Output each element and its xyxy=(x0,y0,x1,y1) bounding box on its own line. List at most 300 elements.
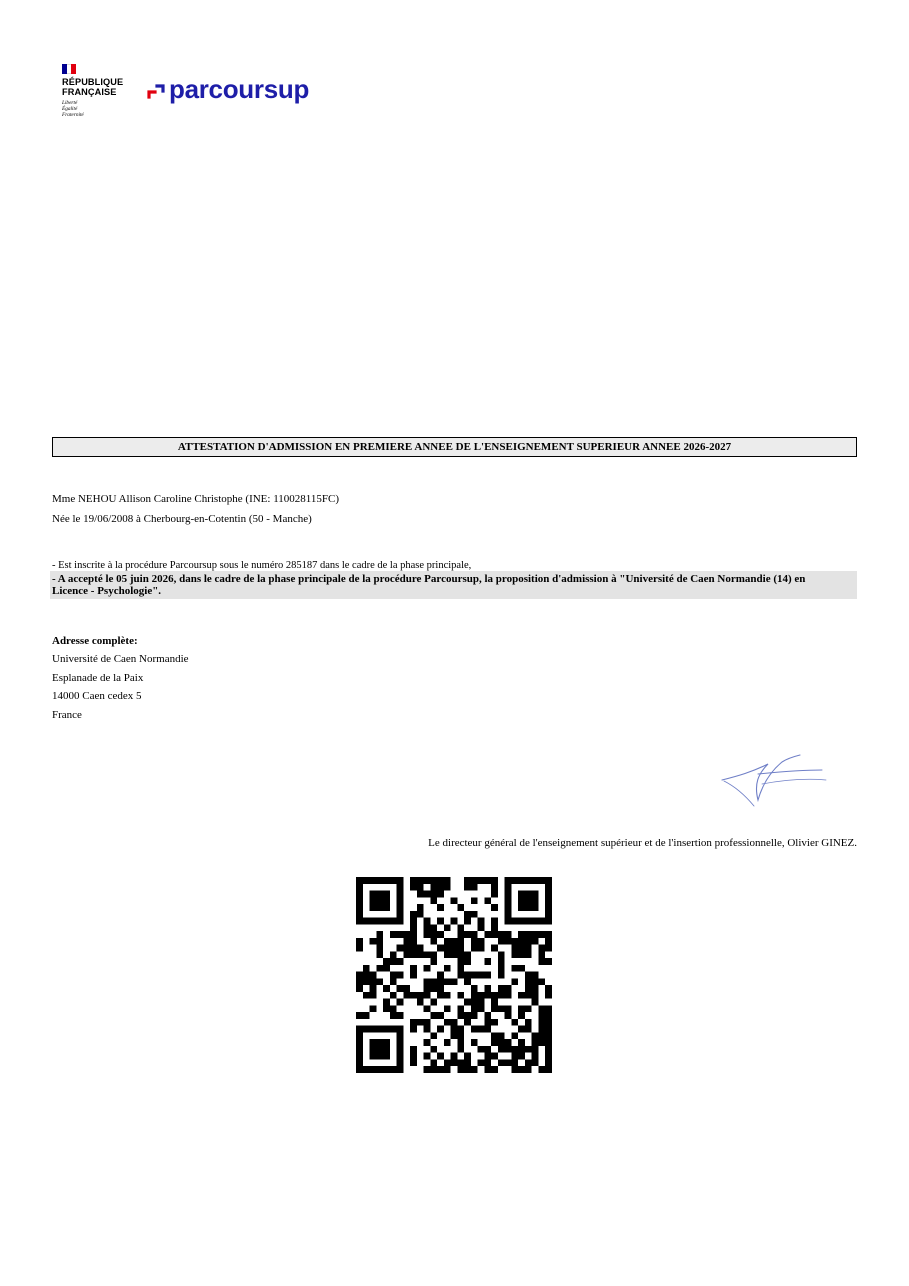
qr-module xyxy=(498,958,505,965)
qr-module xyxy=(538,1012,545,1019)
qr-module xyxy=(410,911,417,918)
qr-module xyxy=(532,972,539,979)
qr-module xyxy=(356,904,363,911)
qr-module xyxy=(424,1026,431,1033)
qr-module xyxy=(437,1012,444,1019)
qr-module xyxy=(376,965,383,972)
qr-module xyxy=(417,877,424,884)
qr-module xyxy=(410,918,417,925)
qr-module xyxy=(356,884,363,891)
qr-module xyxy=(505,1012,512,1019)
qr-module xyxy=(471,972,478,979)
qr-module xyxy=(498,965,505,972)
qr-module xyxy=(424,1066,431,1073)
qr-module xyxy=(430,1066,437,1073)
qr-module xyxy=(464,1012,471,1019)
qr-module xyxy=(424,985,431,992)
qr-module xyxy=(498,1039,505,1046)
qr-module xyxy=(451,938,458,945)
qr-module xyxy=(498,1005,505,1012)
qr-module xyxy=(545,1039,552,1046)
qr-module xyxy=(491,1019,498,1026)
qr-module xyxy=(511,1046,518,1053)
qr-module xyxy=(545,1032,552,1039)
qr-module xyxy=(390,951,397,958)
qr-module xyxy=(356,1046,363,1053)
qr-module xyxy=(437,972,444,979)
qr-module xyxy=(518,1012,525,1019)
qr-module xyxy=(363,877,370,884)
qr-module xyxy=(397,1059,404,1066)
qr-module xyxy=(484,931,491,938)
qr-module xyxy=(545,992,552,999)
qr-module xyxy=(478,945,485,952)
qr-module xyxy=(424,965,431,972)
qr-module xyxy=(532,985,539,992)
qr-module xyxy=(356,1032,363,1039)
qr-module xyxy=(383,1066,390,1073)
qr-module xyxy=(363,1026,370,1033)
qr-module xyxy=(356,1026,363,1033)
qr-module xyxy=(363,918,370,925)
qr-module xyxy=(356,1012,363,1019)
qr-module xyxy=(444,1019,451,1026)
qr-module xyxy=(545,897,552,904)
qr-module xyxy=(397,1053,404,1060)
qr-module xyxy=(424,951,431,958)
qr-module xyxy=(505,1039,512,1046)
qr-module xyxy=(383,1005,390,1012)
qr-module xyxy=(498,1046,505,1053)
qr-module xyxy=(403,945,410,952)
qr-module xyxy=(518,1053,525,1060)
qr-module xyxy=(403,992,410,999)
qr-module xyxy=(444,877,451,884)
parcoursup-mark-icon xyxy=(146,78,168,100)
qr-module xyxy=(356,1059,363,1066)
qr-module xyxy=(430,1059,437,1066)
qr-module xyxy=(437,877,444,884)
qr-module xyxy=(363,978,370,985)
qr-module xyxy=(397,911,404,918)
qr-module xyxy=(484,1059,491,1066)
qr-module xyxy=(424,992,431,999)
acceptance-line: - A accepté le 05 juin 2026, dans le cadre de la phase principale de la procédure Parcoursup, la proposition d'admission à "Université de Caen Normandie (14) en Licence - Psychologie". xyxy=(52,573,806,597)
qr-module xyxy=(457,938,464,945)
qr-module xyxy=(430,1046,437,1053)
qr-module xyxy=(505,1005,512,1012)
republique-line-2: FRANÇAISE xyxy=(62,87,117,97)
qr-module xyxy=(457,1039,464,1046)
qr-module xyxy=(430,951,437,958)
qr-module xyxy=(390,918,397,925)
qr-module xyxy=(430,897,437,904)
qr-module xyxy=(397,1032,404,1039)
qr-module xyxy=(538,931,545,938)
qr-module xyxy=(430,931,437,938)
qr-module xyxy=(471,1039,478,1046)
qr-module xyxy=(451,978,458,985)
republique-line-1: RÉPUBLIQUE xyxy=(62,77,124,87)
qr-module xyxy=(491,1053,498,1060)
qr-module xyxy=(511,945,518,952)
qr-module xyxy=(437,945,444,952)
qr-module xyxy=(403,938,410,945)
qr-module xyxy=(383,965,390,972)
qr-module xyxy=(498,1059,505,1066)
qr-module xyxy=(471,1066,478,1073)
qr-module xyxy=(484,1066,491,1073)
qr-module xyxy=(390,1066,397,1073)
qr-module xyxy=(505,938,512,945)
qr-module xyxy=(545,877,552,884)
qr-module xyxy=(518,938,525,945)
qr-module xyxy=(457,1059,464,1066)
qr-module xyxy=(430,1032,437,1039)
qr-module xyxy=(457,945,464,952)
qr-module xyxy=(457,951,464,958)
qr-module xyxy=(464,972,471,979)
qr-module xyxy=(511,938,518,945)
qr-module xyxy=(505,918,512,925)
qr-module xyxy=(484,1026,491,1033)
qr-module xyxy=(457,924,464,931)
qr-module xyxy=(505,897,512,904)
qr-module xyxy=(417,1019,424,1026)
qr-module xyxy=(484,1019,491,1026)
qr-module xyxy=(484,877,491,884)
qr-module xyxy=(397,945,404,952)
qr-module xyxy=(471,1012,478,1019)
candidate-identity: Mme NEHOU Allison Caroline Christophe (INE: 110028115FC) xyxy=(52,493,339,505)
qr-module xyxy=(430,884,437,891)
qr-module xyxy=(532,931,539,938)
qr-module xyxy=(505,992,512,999)
qr-module xyxy=(525,938,532,945)
qr-module xyxy=(491,992,498,999)
qr-module xyxy=(491,924,498,931)
qr-module xyxy=(511,1032,518,1039)
qr-module xyxy=(390,931,397,938)
qr-module xyxy=(505,884,512,891)
qr-module xyxy=(424,918,431,925)
qr-module xyxy=(370,1066,377,1073)
qr-module xyxy=(417,884,424,891)
qr-module xyxy=(491,884,498,891)
qr-module xyxy=(410,877,417,884)
qr-module xyxy=(538,877,545,884)
qr-module xyxy=(451,1059,458,1066)
qr-module xyxy=(403,951,410,958)
qr-module xyxy=(370,985,377,992)
qr-module xyxy=(437,1026,444,1033)
qr-module xyxy=(525,931,532,938)
qr-module xyxy=(430,877,437,884)
qr-module xyxy=(538,978,545,985)
qr-module xyxy=(356,918,363,925)
qr-module xyxy=(444,1066,451,1073)
qr-module xyxy=(471,992,478,999)
qr-module xyxy=(525,992,532,999)
qr-module xyxy=(505,931,512,938)
qr-module xyxy=(383,891,390,898)
qr-module xyxy=(356,891,363,898)
qr-module xyxy=(525,972,532,979)
qr-module xyxy=(457,1046,464,1053)
qr-module xyxy=(511,918,518,925)
qr-module xyxy=(424,931,431,938)
qr-module xyxy=(370,972,377,979)
qr-module xyxy=(397,884,404,891)
qr-module xyxy=(464,931,471,938)
qr-module xyxy=(437,904,444,911)
qr-module xyxy=(390,972,397,979)
qr-module xyxy=(525,891,532,898)
qr-module xyxy=(397,1066,404,1073)
qr-module xyxy=(457,1066,464,1073)
qr-module xyxy=(484,958,491,965)
qr-module xyxy=(545,938,552,945)
french-flag-icon xyxy=(62,64,76,74)
qr-module xyxy=(370,1005,377,1012)
qr-module xyxy=(370,978,377,985)
qr-module xyxy=(410,972,417,979)
qr-module xyxy=(505,1059,512,1066)
qr-module xyxy=(532,992,539,999)
qr-module xyxy=(525,1066,532,1073)
qr-module xyxy=(370,1046,377,1053)
qr-module xyxy=(410,924,417,931)
qr-module xyxy=(410,965,417,972)
qr-module xyxy=(363,965,370,972)
qr-module xyxy=(545,884,552,891)
qr-module xyxy=(410,1059,417,1066)
qr-module xyxy=(491,1066,498,1073)
qr-module xyxy=(370,877,377,884)
qr-module xyxy=(451,897,458,904)
qr-module xyxy=(444,1005,451,1012)
qr-module xyxy=(532,891,539,898)
qr-module xyxy=(498,931,505,938)
qr-module xyxy=(451,1053,458,1060)
qr-module xyxy=(538,958,545,965)
qr-module xyxy=(410,1019,417,1026)
qr-module xyxy=(545,1012,552,1019)
qr-module xyxy=(356,911,363,918)
qr-module xyxy=(464,1019,471,1026)
qr-module xyxy=(511,965,518,972)
qr-module xyxy=(451,951,458,958)
qr-module xyxy=(518,1005,525,1012)
motto-liberte: Liberté xyxy=(62,100,78,106)
qr-module xyxy=(376,938,383,945)
qr-module xyxy=(518,918,525,925)
qr-module xyxy=(397,897,404,904)
qr-module xyxy=(457,1005,464,1012)
qr-module xyxy=(538,918,545,925)
qr-module xyxy=(545,1059,552,1066)
qr-module xyxy=(532,918,539,925)
qr-module xyxy=(471,945,478,952)
qr-module xyxy=(484,985,491,992)
qr-module xyxy=(383,897,390,904)
qr-module xyxy=(370,992,377,999)
qr-module xyxy=(356,1039,363,1046)
qr-code xyxy=(356,877,552,1073)
qr-module xyxy=(397,931,404,938)
qr-module xyxy=(397,999,404,1006)
qr-module xyxy=(518,1026,525,1033)
qr-module xyxy=(471,999,478,1006)
qr-module xyxy=(370,1039,377,1046)
qr-module xyxy=(390,958,397,965)
qr-module xyxy=(491,999,498,1006)
qr-module xyxy=(511,877,518,884)
qr-module xyxy=(491,904,498,911)
qr-module xyxy=(478,877,485,884)
qr-module xyxy=(390,1012,397,1019)
qr-module xyxy=(457,1026,464,1033)
qr-module xyxy=(437,891,444,898)
qr-module xyxy=(451,1026,458,1033)
qr-module xyxy=(471,1026,478,1033)
qr-module xyxy=(545,891,552,898)
qr-module xyxy=(370,1053,377,1060)
qr-module xyxy=(518,992,525,999)
republique-francaise-logo xyxy=(62,64,134,126)
qr-module xyxy=(538,1019,545,1026)
qr-module xyxy=(376,891,383,898)
qr-module xyxy=(478,1059,485,1066)
qr-module xyxy=(505,985,512,992)
qr-module xyxy=(491,877,498,884)
qr-module xyxy=(383,1026,390,1033)
qr-module xyxy=(532,1032,539,1039)
qr-module xyxy=(376,1026,383,1033)
qr-module xyxy=(444,884,451,891)
qr-module xyxy=(376,931,383,938)
qr-module xyxy=(437,992,444,999)
qr-module xyxy=(430,985,437,992)
qr-module xyxy=(370,897,377,904)
qr-module xyxy=(430,978,437,985)
qr-module xyxy=(376,1066,383,1073)
qr-module xyxy=(511,978,518,985)
qr-module xyxy=(397,877,404,884)
qr-module xyxy=(457,992,464,999)
qr-module xyxy=(410,992,417,999)
qr-module xyxy=(545,1066,552,1073)
qr-module xyxy=(525,978,532,985)
qr-module xyxy=(410,945,417,952)
qr-module xyxy=(511,1059,518,1066)
qr-module xyxy=(484,1046,491,1053)
qr-module xyxy=(505,877,512,884)
qr-module xyxy=(505,891,512,898)
qr-module xyxy=(410,1026,417,1033)
qr-module xyxy=(430,891,437,898)
qr-module xyxy=(471,1005,478,1012)
motto-fraternite: Fraternité xyxy=(62,112,84,118)
qr-module xyxy=(538,1032,545,1039)
qr-module xyxy=(478,918,485,925)
qr-module xyxy=(484,1053,491,1060)
qr-module xyxy=(430,938,437,945)
qr-module xyxy=(545,1053,552,1060)
qr-module xyxy=(451,1032,458,1039)
qr-module xyxy=(464,1053,471,1060)
qr-module xyxy=(424,1053,431,1060)
qr-module xyxy=(410,938,417,945)
qr-module xyxy=(538,951,545,958)
qr-module xyxy=(498,985,505,992)
qr-module xyxy=(390,1026,397,1033)
qr-module xyxy=(356,938,363,945)
qr-module xyxy=(525,1059,532,1066)
qr-module xyxy=(397,985,404,992)
qr-module xyxy=(505,1046,512,1053)
handwritten-signature xyxy=(718,750,828,812)
qr-module xyxy=(444,1059,451,1066)
qr-module xyxy=(471,884,478,891)
qr-module xyxy=(532,999,539,1006)
qr-module xyxy=(491,891,498,898)
qr-module xyxy=(376,897,383,904)
qr-module xyxy=(457,1032,464,1039)
qr-module xyxy=(390,978,397,985)
qr-module xyxy=(417,911,424,918)
qr-module xyxy=(478,1026,485,1033)
qr-module xyxy=(363,1066,370,1073)
qr-module xyxy=(370,938,377,945)
qr-module xyxy=(397,972,404,979)
qr-module xyxy=(383,1046,390,1053)
qr-module xyxy=(545,931,552,938)
qr-module xyxy=(376,1053,383,1060)
address-heading: Adresse complète: xyxy=(52,635,138,647)
qr-module xyxy=(451,918,458,925)
qr-module xyxy=(464,1059,471,1066)
qr-module xyxy=(525,1005,532,1012)
qr-module xyxy=(424,877,431,884)
qr-module xyxy=(518,951,525,958)
qr-module xyxy=(457,958,464,965)
qr-module xyxy=(457,965,464,972)
qr-module xyxy=(383,958,390,965)
qr-module xyxy=(383,904,390,911)
qr-module xyxy=(532,897,539,904)
address-line: Esplanade de la Paix xyxy=(52,672,144,684)
qr-module xyxy=(518,877,525,884)
qr-module xyxy=(538,945,545,952)
qr-module xyxy=(417,945,424,952)
qr-module xyxy=(525,897,532,904)
qr-module xyxy=(491,1032,498,1039)
qr-module xyxy=(464,911,471,918)
qr-module xyxy=(444,938,451,945)
qr-module xyxy=(478,1046,485,1053)
qr-module xyxy=(410,884,417,891)
qr-module xyxy=(471,911,478,918)
qr-module xyxy=(397,904,404,911)
qr-module xyxy=(437,918,444,925)
qr-module xyxy=(424,1005,431,1012)
qr-module xyxy=(464,958,471,965)
qr-module xyxy=(478,924,485,931)
qr-module xyxy=(383,1039,390,1046)
qr-module xyxy=(525,951,532,958)
qr-module xyxy=(464,884,471,891)
